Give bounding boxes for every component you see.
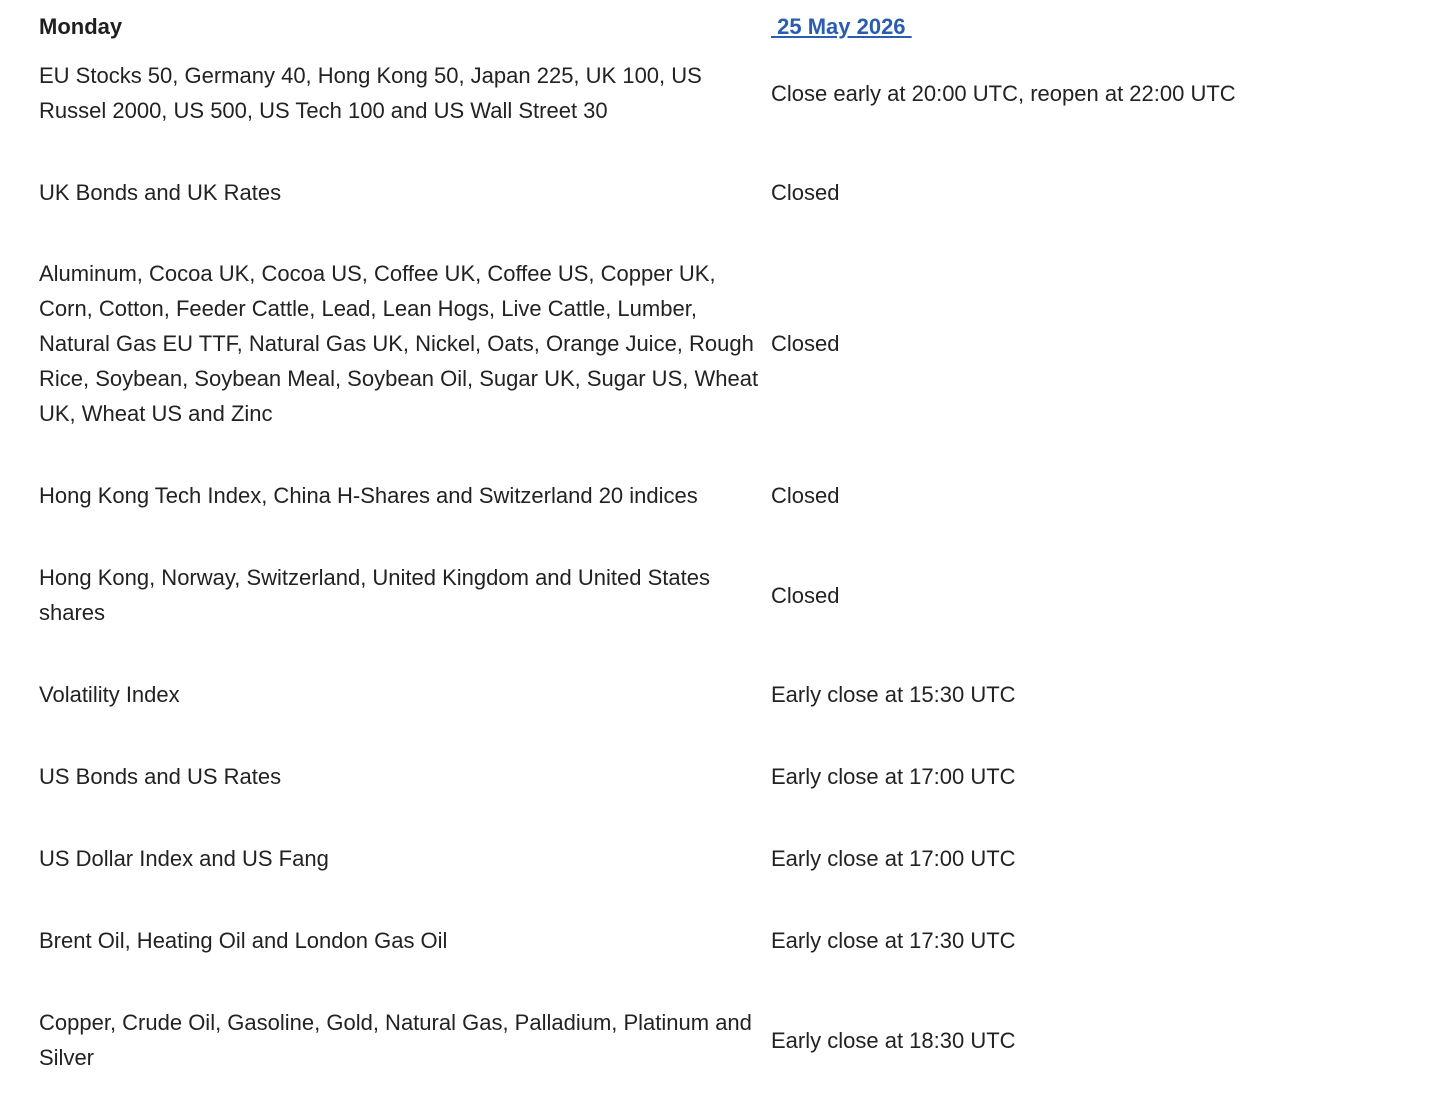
instruments-cell: Hong Kong Tech Index, China H-Shares and Switzerland 20 indices	[39, 483, 698, 508]
schedule-row	[39, 677, 1419, 712]
date-link[interactable]: 25 May 2026	[771, 13, 912, 39]
instruments-cell: US Dollar Index and US Fang	[39, 846, 329, 871]
schedule-row	[39, 1005, 1419, 1075]
status-cell: Closed	[771, 483, 840, 508]
holiday-schedule	[39, 8, 1419, 1075]
status-cell: Early close at 17:00 UTC	[771, 846, 1016, 871]
schedule-row	[39, 923, 1419, 958]
day-label: Monday	[39, 13, 123, 39]
schedule-header	[39, 8, 1419, 44]
status-cell: Closed	[771, 582, 840, 608]
instruments-cell: Volatility Index	[39, 682, 180, 707]
schedule-row	[39, 175, 1419, 210]
status-cell: Closed	[771, 331, 840, 356]
schedule-row	[39, 759, 1419, 794]
status-cell: Early close at 18:30 UTC	[771, 1027, 1016, 1053]
instruments-cell: EU Stocks 50, Germany 40, Hong Kong 50, Japan 225, UK 100, US Russel 2000, US 500, US Tech 100 and US Wall Street 30	[39, 63, 702, 123]
status-cell: Early close at 17:30 UTC	[771, 928, 1016, 953]
status-cell: Early close at 15:30 UTC	[771, 682, 1016, 707]
schedule-row	[39, 478, 1419, 513]
instruments-cell: US Bonds and US Rates	[39, 764, 282, 789]
instruments-cell: Brent Oil, Heating Oil and London Gas Oil	[39, 928, 448, 953]
status-cell: Early close at 17:00 UTC	[771, 764, 1016, 789]
instruments-cell: Hong Kong, Norway, Switzerland, United Kingdom and United States shares	[39, 565, 710, 625]
status-cell: Close early at 20:00 UTC, reopen at 22:00 UTC	[771, 80, 1236, 106]
schedule-row	[39, 58, 1419, 128]
schedule-row	[39, 560, 1419, 630]
instruments-cell: Copper, Crude Oil, Gasoline, Gold, Natural Gas, Palladium, Platinum and Silver	[39, 1010, 752, 1070]
schedule-row	[39, 841, 1419, 876]
instruments-cell: Aluminum, Cocoa UK, Cocoa US, Coffee UK, Coffee US, Copper UK, Corn, Cotton, Feeder Cattle, Lead, Lean Hogs, Live Cattle, Lumber, Natural Gas EU TTF, Natural Gas UK, Nickel, Oats, Orange Juice, Rough Rice, Soybean, Soybean Meal, Soybean Oil, Sugar UK, Sugar US, Wheat UK, Wheat US and Zinc	[39, 261, 759, 426]
schedule-row	[39, 256, 1419, 431]
status-cell: Closed	[771, 180, 840, 205]
instruments-cell: UK Bonds and UK Rates	[39, 180, 282, 205]
